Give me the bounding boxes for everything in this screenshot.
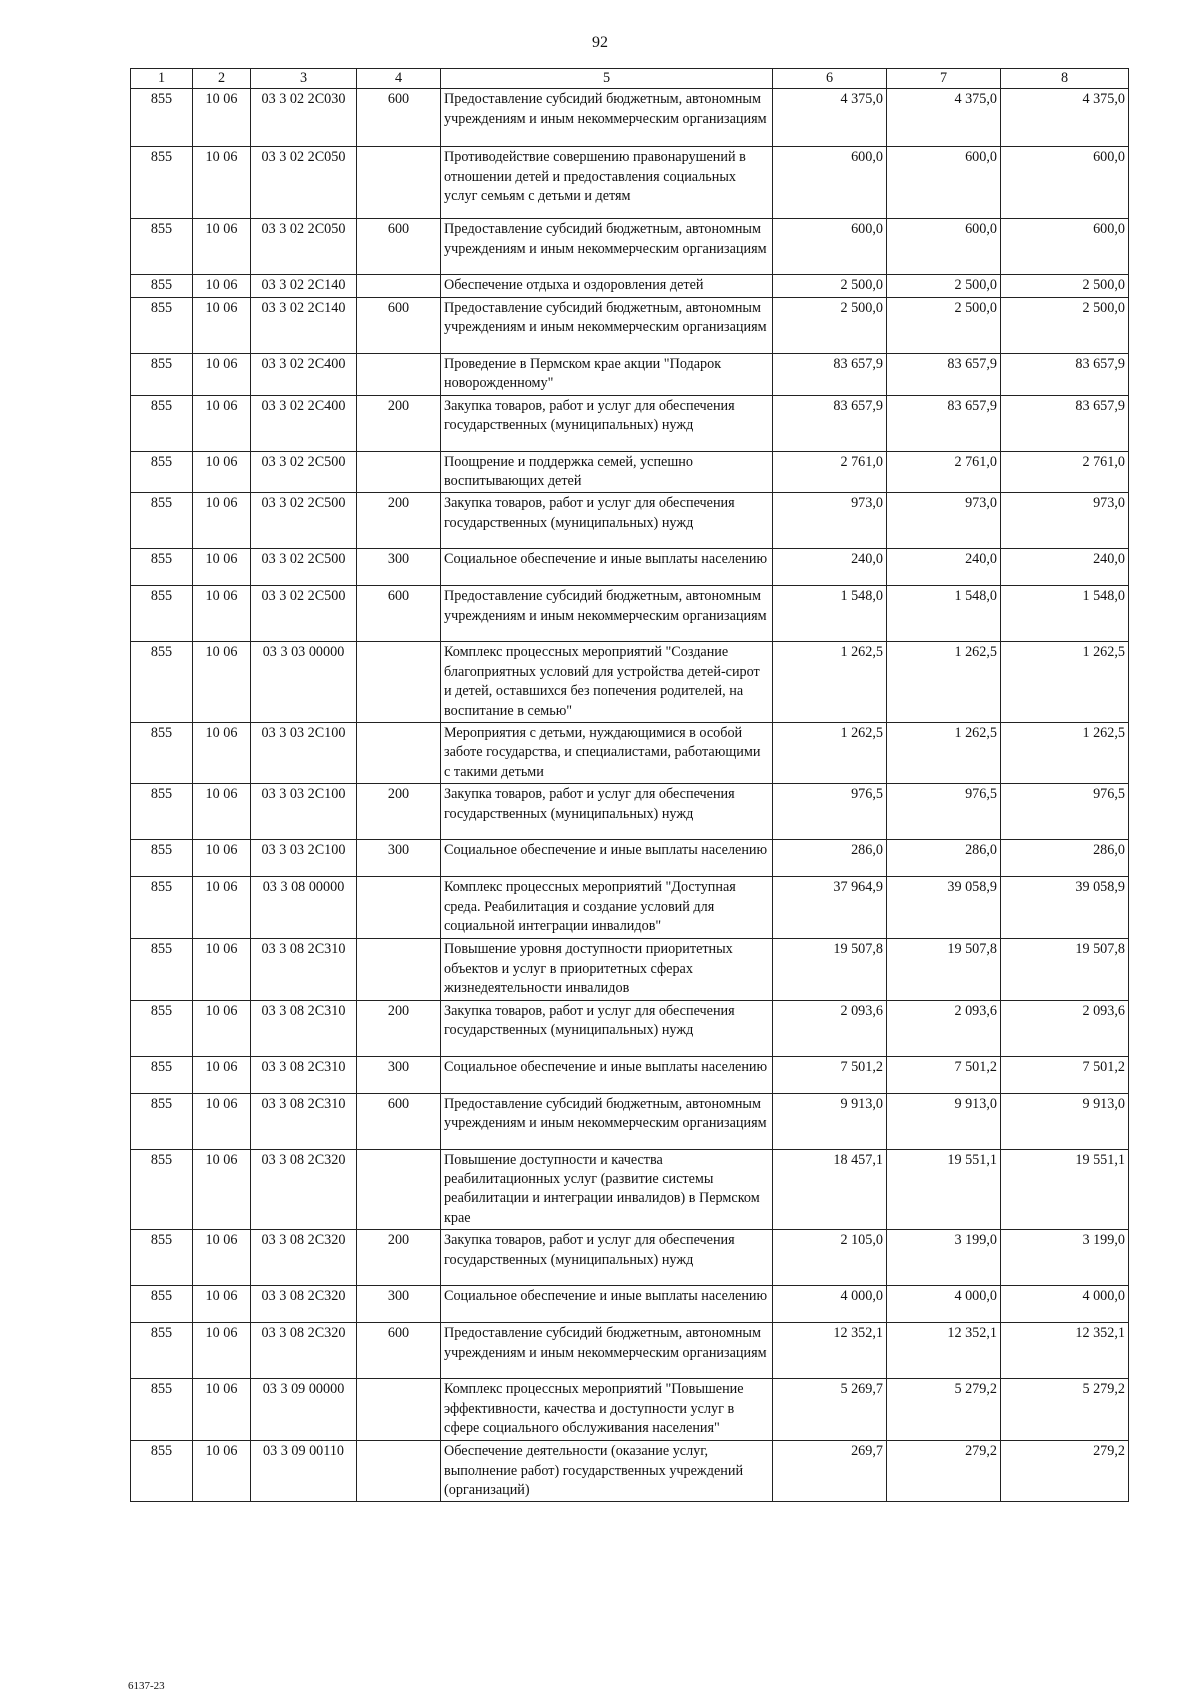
cell-target-article: 03 3 02 2С500 [251,549,357,586]
table-row [131,1000,1129,1056]
cell-expense-type: 600 [357,1093,441,1149]
cell-amount-7: 279,2 [887,1441,1001,1502]
cell-name: Предоставление субсидий бюджетным, автономным учреждениям и иным некоммерческим организациям [441,219,773,275]
cell-section: 10 06 [193,723,251,784]
cell-amount-7: 7 501,2 [887,1056,1001,1093]
cell-amount-6: 2 500,0 [773,297,887,353]
cell-section: 10 06 [193,147,251,219]
cell-amount-6: 976,5 [773,784,887,840]
cell-target-article: 03 3 08 2С310 [251,1056,357,1093]
cell-admin-code: 855 [131,840,193,877]
table-row [131,1093,1129,1149]
cell-admin-code: 855 [131,219,193,275]
cell-amount-6: 600,0 [773,219,887,275]
cell-name: Социальное обеспечение и иные выплаты населению [441,1286,773,1323]
cell-target-article: 03 3 03 2С100 [251,723,357,784]
table-row [131,1379,1129,1441]
cell-amount-8: 1 262,5 [1001,723,1129,784]
table-row [131,840,1129,877]
cell-name: Мероприятия с детьми, нуждающимися в особой заботе государства, и специалистами, работающими с такими детьми [441,723,773,784]
cell-target-article: 03 3 02 2С050 [251,219,357,275]
table-row [131,353,1129,395]
cell-admin-code: 855 [131,549,193,586]
cell-name: Закупка товаров, работ и услуг для обеспечения государственных (муниципальных) нужд [441,784,773,840]
cell-admin-code: 855 [131,1323,193,1379]
table-row [131,1230,1129,1286]
cell-amount-6: 240,0 [773,549,887,586]
cell-amount-8: 12 352,1 [1001,1323,1129,1379]
cell-amount-8: 4 375,0 [1001,89,1129,147]
cell-section: 10 06 [193,89,251,147]
cell-target-article: 03 3 02 2С050 [251,147,357,219]
cell-section: 10 06 [193,219,251,275]
cell-target-article: 03 3 08 2С320 [251,1286,357,1323]
cell-admin-code: 855 [131,1230,193,1286]
cell-target-article: 03 3 08 2С320 [251,1323,357,1379]
cell-name: Проведение в Пермском крае акции "Подарок новорожденному" [441,353,773,395]
table-row [131,939,1129,1000]
column-header: 1 [131,69,193,89]
cell-amount-8: 240,0 [1001,549,1129,586]
table-row [131,642,1129,723]
cell-amount-8: 1 548,0 [1001,586,1129,642]
cell-expense-type [357,877,441,939]
cell-admin-code: 855 [131,147,193,219]
cell-amount-6: 7 501,2 [773,1056,887,1093]
cell-admin-code: 855 [131,89,193,147]
cell-name: Социальное обеспечение и иные выплаты населению [441,1056,773,1093]
cell-admin-code: 855 [131,1056,193,1093]
table-row [131,549,1129,586]
cell-amount-6: 9 913,0 [773,1093,887,1149]
cell-name: Предоставление субсидий бюджетным, автономным учреждениям и иным некоммерческим организациям [441,297,773,353]
cell-amount-7: 1 262,5 [887,723,1001,784]
cell-amount-8: 1 262,5 [1001,642,1129,723]
cell-target-article: 03 3 02 2С400 [251,353,357,395]
cell-section: 10 06 [193,297,251,353]
column-header: 6 [773,69,887,89]
cell-expense-type [357,1441,441,1502]
cell-amount-8: 19 507,8 [1001,939,1129,1000]
cell-target-article: 03 3 03 2С100 [251,784,357,840]
cell-amount-8: 2 500,0 [1001,275,1129,297]
cell-section: 10 06 [193,1000,251,1056]
table-row [131,297,1129,353]
cell-name: Закупка товаров, работ и услуг для обеспечения государственных (муниципальных) нужд [441,493,773,549]
cell-amount-8: 4 000,0 [1001,1286,1129,1323]
cell-amount-7: 286,0 [887,840,1001,877]
cell-section: 10 06 [193,586,251,642]
cell-admin-code: 855 [131,642,193,723]
column-header: 5 [441,69,773,89]
cell-amount-6: 4 375,0 [773,89,887,147]
cell-expense-type: 600 [357,219,441,275]
cell-amount-7: 2 500,0 [887,275,1001,297]
cell-amount-6: 1 262,5 [773,723,887,784]
cell-name: Обеспечение отдыха и оздоровления детей [441,275,773,297]
cell-amount-8: 3 199,0 [1001,1230,1129,1286]
cell-amount-6: 1 548,0 [773,586,887,642]
cell-admin-code: 855 [131,1379,193,1441]
cell-expense-type [357,1149,441,1230]
cell-name: Социальное обеспечение и иные выплаты населению [441,549,773,586]
cell-amount-8: 600,0 [1001,147,1129,219]
cell-admin-code: 855 [131,1000,193,1056]
cell-expense-type: 300 [357,549,441,586]
cell-amount-7: 1 262,5 [887,642,1001,723]
cell-amount-6: 1 262,5 [773,642,887,723]
cell-admin-code: 855 [131,275,193,297]
cell-amount-8: 7 501,2 [1001,1056,1129,1093]
cell-section: 10 06 [193,275,251,297]
cell-target-article: 03 3 09 00110 [251,1441,357,1502]
cell-name: Повышение уровня доступности приоритетных объектов и услуг в приоритетных сферах жизнедеятельности инвалидов [441,939,773,1000]
cell-amount-7: 600,0 [887,219,1001,275]
cell-section: 10 06 [193,1149,251,1230]
cell-admin-code: 855 [131,586,193,642]
cell-name: Обеспечение деятельности (оказание услуг, выполнение работ) государственных учреждений (организаций) [441,1441,773,1502]
cell-amount-6: 2 500,0 [773,275,887,297]
cell-target-article: 03 3 02 2С500 [251,586,357,642]
table-row [131,395,1129,451]
cell-name: Закупка товаров, работ и услуг для обеспечения государственных (муниципальных) нужд [441,1230,773,1286]
table-row [131,1149,1129,1230]
cell-amount-6: 18 457,1 [773,1149,887,1230]
cell-amount-8: 83 657,9 [1001,353,1129,395]
cell-name: Поощрение и поддержка семей, успешно воспитывающих детей [441,451,773,493]
cell-target-article: 03 3 08 2С310 [251,939,357,1000]
cell-amount-7: 12 352,1 [887,1323,1001,1379]
cell-amount-6: 12 352,1 [773,1323,887,1379]
cell-admin-code: 855 [131,877,193,939]
cell-target-article: 03 3 02 2С400 [251,395,357,451]
cell-section: 10 06 [193,784,251,840]
cell-expense-type: 600 [357,297,441,353]
cell-section: 10 06 [193,840,251,877]
cell-expense-type: 200 [357,1230,441,1286]
cell-amount-6: 286,0 [773,840,887,877]
cell-name: Комплекс процессных мероприятий "Повышение эффективности, качества и доступности услуг в сфере социального обслуживания населения" [441,1379,773,1441]
cell-amount-6: 83 657,9 [773,395,887,451]
table-row [131,877,1129,939]
cell-section: 10 06 [193,451,251,493]
table-row [131,451,1129,493]
cell-admin-code: 855 [131,451,193,493]
cell-amount-8: 286,0 [1001,840,1129,877]
cell-amount-8: 976,5 [1001,784,1129,840]
cell-expense-type: 600 [357,1323,441,1379]
cell-expense-type [357,723,441,784]
cell-name: Закупка товаров, работ и услуг для обеспечения государственных (муниципальных) нужд [441,395,773,451]
cell-expense-type: 300 [357,840,441,877]
cell-name: Предоставление субсидий бюджетным, автономным учреждениям и иным некоммерческим организациям [441,1323,773,1379]
cell-section: 10 06 [193,353,251,395]
cell-expense-type: 200 [357,493,441,549]
cell-amount-7: 976,5 [887,784,1001,840]
cell-amount-7: 83 657,9 [887,395,1001,451]
cell-name: Закупка товаров, работ и услуг для обеспечения государственных (муниципальных) нужд [441,1000,773,1056]
cell-amount-7: 973,0 [887,493,1001,549]
cell-amount-7: 19 551,1 [887,1149,1001,1230]
cell-amount-8: 19 551,1 [1001,1149,1129,1230]
column-header: 8 [1001,69,1129,89]
cell-admin-code: 855 [131,784,193,840]
cell-section: 10 06 [193,1230,251,1286]
table-row [131,219,1129,275]
cell-expense-type [357,275,441,297]
cell-section: 10 06 [193,1056,251,1093]
column-header: 3 [251,69,357,89]
header-row [131,69,1129,89]
table-row [131,784,1129,840]
cell-amount-8: 2 500,0 [1001,297,1129,353]
cell-name: Комплекс процессных мероприятий "Доступная среда. Реабилитация и создание условий для социальной интеграции инвалидов" [441,877,773,939]
cell-expense-type: 600 [357,89,441,147]
cell-amount-8: 39 058,9 [1001,877,1129,939]
cell-section: 10 06 [193,1379,251,1441]
cell-expense-type: 200 [357,1000,441,1056]
table-row [131,493,1129,549]
cell-section: 10 06 [193,493,251,549]
cell-admin-code: 855 [131,297,193,353]
cell-amount-6: 37 964,9 [773,877,887,939]
column-header: 7 [887,69,1001,89]
cell-amount-7: 1 548,0 [887,586,1001,642]
cell-target-article: 03 3 02 2С500 [251,451,357,493]
cell-section: 10 06 [193,1286,251,1323]
cell-amount-7: 83 657,9 [887,353,1001,395]
cell-amount-6: 269,7 [773,1441,887,1502]
cell-section: 10 06 [193,1323,251,1379]
cell-amount-7: 2 500,0 [887,297,1001,353]
cell-expense-type: 600 [357,586,441,642]
cell-amount-8: 9 913,0 [1001,1093,1129,1149]
page-number: 92 [592,34,608,51]
cell-amount-7: 39 058,9 [887,877,1001,939]
cell-amount-8: 973,0 [1001,493,1129,549]
cell-target-article: 03 3 08 2С310 [251,1000,357,1056]
cell-target-article: 03 3 03 00000 [251,642,357,723]
budget-table [130,68,1129,1502]
cell-amount-8: 279,2 [1001,1441,1129,1502]
table-row [131,586,1129,642]
cell-amount-7: 2 761,0 [887,451,1001,493]
table-row [131,89,1129,147]
cell-amount-6: 600,0 [773,147,887,219]
cell-expense-type: 300 [357,1286,441,1323]
cell-target-article: 03 3 08 2С320 [251,1149,357,1230]
cell-name: Предоставление субсидий бюджетным, автономным учреждениям и иным некоммерческим организациям [441,586,773,642]
cell-amount-6: 19 507,8 [773,939,887,1000]
cell-target-article: 03 3 02 2С140 [251,275,357,297]
cell-amount-6: 83 657,9 [773,353,887,395]
cell-name: Социальное обеспечение и иные выплаты населению [441,840,773,877]
cell-target-article: 03 3 02 2С140 [251,297,357,353]
cell-amount-8: 2 093,6 [1001,1000,1129,1056]
table-row [131,1323,1129,1379]
column-header: 2 [193,69,251,89]
table-row [131,275,1129,297]
cell-amount-8: 600,0 [1001,219,1129,275]
cell-admin-code: 855 [131,939,193,1000]
cell-admin-code: 855 [131,493,193,549]
cell-section: 10 06 [193,1093,251,1149]
cell-section: 10 06 [193,877,251,939]
cell-amount-7: 19 507,8 [887,939,1001,1000]
cell-expense-type [357,451,441,493]
cell-section: 10 06 [193,642,251,723]
cell-amount-7: 600,0 [887,147,1001,219]
cell-section: 10 06 [193,395,251,451]
cell-section: 10 06 [193,939,251,1000]
cell-admin-code: 855 [131,1286,193,1323]
cell-target-article: 03 3 08 00000 [251,877,357,939]
table-row [131,1056,1129,1093]
cell-name: Предоставление субсидий бюджетным, автономным учреждениям и иным некоммерческим организациям [441,1093,773,1149]
cell-amount-7: 9 913,0 [887,1093,1001,1149]
cell-target-article: 03 3 02 2С500 [251,493,357,549]
cell-target-article: 03 3 08 2С310 [251,1093,357,1149]
table-row [131,1441,1129,1502]
cell-amount-6: 973,0 [773,493,887,549]
cell-target-article: 03 3 02 2С030 [251,89,357,147]
cell-admin-code: 855 [131,395,193,451]
cell-admin-code: 855 [131,1441,193,1502]
cell-amount-7: 5 279,2 [887,1379,1001,1441]
cell-expense-type: 200 [357,395,441,451]
cell-admin-code: 855 [131,1093,193,1149]
cell-target-article: 03 3 08 2С320 [251,1230,357,1286]
cell-admin-code: 855 [131,1149,193,1230]
cell-amount-6: 4 000,0 [773,1286,887,1323]
cell-amount-7: 4 000,0 [887,1286,1001,1323]
cell-target-article: 03 3 09 00000 [251,1379,357,1441]
cell-expense-type [357,1379,441,1441]
cell-amount-8: 83 657,9 [1001,395,1129,451]
cell-expense-type: 200 [357,784,441,840]
cell-section: 10 06 [193,549,251,586]
cell-amount-6: 2 093,6 [773,1000,887,1056]
cell-amount-6: 5 269,7 [773,1379,887,1441]
cell-admin-code: 855 [131,353,193,395]
cell-amount-7: 3 199,0 [887,1230,1001,1286]
cell-amount-7: 2 093,6 [887,1000,1001,1056]
cell-name: Комплекс процессных мероприятий "Создание благоприятных условий для устройства детей-сирот и детей, оставшихся без попечения родителей, на воспитание в семью" [441,642,773,723]
cell-name: Предоставление субсидий бюджетным, автономным учреждениям и иным некоммерческим организациям [441,89,773,147]
cell-section: 10 06 [193,1441,251,1502]
cell-amount-8: 2 761,0 [1001,451,1129,493]
cell-amount-6: 2 105,0 [773,1230,887,1286]
table-row [131,723,1129,784]
cell-target-article: 03 3 03 2С100 [251,840,357,877]
cell-expense-type [357,353,441,395]
cell-admin-code: 855 [131,723,193,784]
cell-name: Повышение доступности и качества реабилитационных услуг (развитие системы реабилитации и интеграции инвалидов) в Пермском крае [441,1149,773,1230]
cell-amount-7: 240,0 [887,549,1001,586]
cell-expense-type [357,642,441,723]
cell-amount-6: 2 761,0 [773,451,887,493]
document-code: 6137-23 [128,1680,165,1692]
cell-expense-type: 300 [357,1056,441,1093]
column-header: 4 [357,69,441,89]
cell-expense-type [357,147,441,219]
cell-expense-type [357,939,441,1000]
cell-name: Противодействие совершению правонарушений в отношении детей и предоставления социальных услуг семьям с детьми и детям [441,147,773,219]
cell-amount-8: 5 279,2 [1001,1379,1129,1441]
table-row [131,147,1129,219]
table-row [131,1286,1129,1323]
cell-amount-7: 4 375,0 [887,89,1001,147]
